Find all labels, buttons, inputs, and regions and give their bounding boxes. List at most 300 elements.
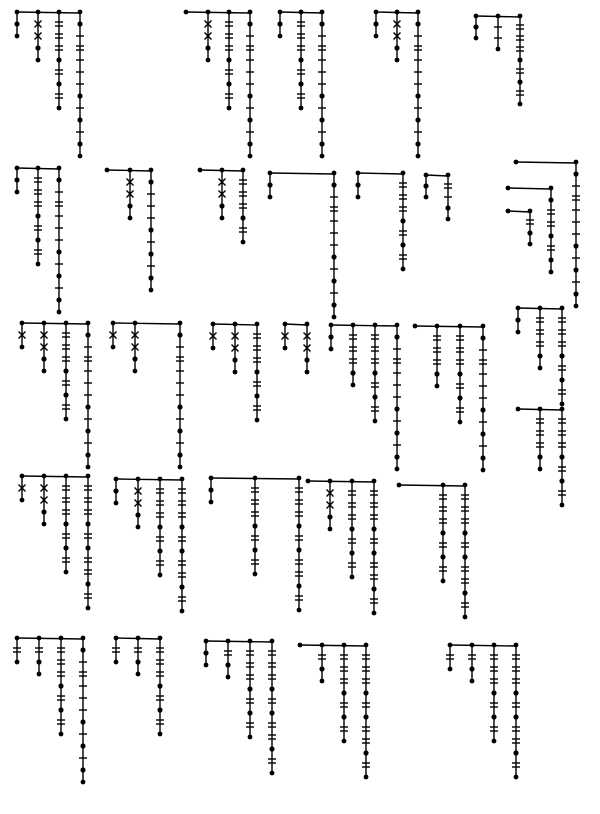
end-dot xyxy=(78,154,83,159)
lead-dot xyxy=(306,479,311,484)
diagram-r2-e xyxy=(355,171,407,272)
top-bar xyxy=(285,324,307,325)
node-dot xyxy=(363,750,368,755)
end-dot xyxy=(136,672,141,677)
junction-dot xyxy=(64,474,69,479)
end-dot xyxy=(253,572,258,577)
end-dot xyxy=(320,154,325,159)
diagram-r2-i xyxy=(506,209,534,247)
node-dot xyxy=(371,586,376,591)
junction-dot xyxy=(320,643,325,648)
junction-dot xyxy=(448,643,453,648)
lead-dot xyxy=(184,10,189,15)
node-dot xyxy=(14,21,19,26)
junction-dot xyxy=(560,306,565,311)
end-dot xyxy=(463,615,468,620)
junction-dot xyxy=(528,209,533,214)
junction-dot xyxy=(416,10,421,15)
junction-dot xyxy=(470,643,475,648)
node-dot xyxy=(371,550,376,555)
junction-dot xyxy=(516,306,521,311)
node-dot xyxy=(573,267,578,272)
node-dot xyxy=(331,254,336,259)
node-dot xyxy=(56,81,61,86)
junction-dot xyxy=(270,639,275,644)
node-dot xyxy=(394,430,399,435)
end-dot xyxy=(401,267,406,272)
lead-dot xyxy=(516,407,521,412)
junction-dot xyxy=(441,483,446,488)
node-dot xyxy=(423,183,428,188)
end-dot xyxy=(180,609,185,614)
end-dot xyxy=(350,575,355,580)
node-dot xyxy=(573,171,578,176)
junction-dot xyxy=(36,166,41,171)
junction-dot xyxy=(20,321,25,326)
end-dot xyxy=(374,34,379,39)
lead-dot xyxy=(198,168,203,173)
junction-dot xyxy=(20,474,25,479)
top-bar xyxy=(508,211,530,212)
junction-dot xyxy=(305,322,310,327)
junction-dot xyxy=(518,14,523,19)
node-dot xyxy=(331,182,336,187)
node-dot xyxy=(480,431,485,436)
junction-dot xyxy=(332,171,337,176)
end-dot xyxy=(42,369,47,374)
junction-dot xyxy=(268,171,273,176)
junction-dot xyxy=(220,168,225,173)
top-bar xyxy=(17,12,80,13)
node-dot xyxy=(491,714,496,719)
node-dot xyxy=(63,368,68,373)
node-dot xyxy=(296,547,301,552)
junction-dot xyxy=(248,10,253,15)
node-dot xyxy=(319,93,324,98)
node-dot xyxy=(394,454,399,459)
node-dot xyxy=(480,455,485,460)
junction-dot xyxy=(114,636,119,641)
node-dot xyxy=(41,509,46,514)
end-dot xyxy=(20,498,25,503)
end-dot xyxy=(20,345,25,350)
end-dot xyxy=(209,500,214,505)
end-dot xyxy=(248,154,253,159)
node-dot xyxy=(247,117,252,122)
node-dot xyxy=(35,45,40,50)
node-dot xyxy=(226,81,231,86)
diagram-r3-b xyxy=(110,321,185,470)
junction-dot xyxy=(42,321,47,326)
lead-dot xyxy=(413,324,418,329)
end-dot xyxy=(332,315,337,320)
end-dot xyxy=(86,465,91,470)
node-dot xyxy=(440,530,445,535)
junction-dot xyxy=(178,321,183,326)
diagram-r2-d xyxy=(267,171,338,320)
end-dot xyxy=(278,34,283,39)
node-dot xyxy=(77,117,82,122)
node-dot xyxy=(35,213,40,218)
end-dot xyxy=(458,420,463,425)
node-dot xyxy=(267,182,272,187)
top-bar xyxy=(308,481,374,482)
diagram-r5-d xyxy=(298,643,370,780)
junction-dot xyxy=(15,10,20,15)
node-dot xyxy=(247,93,252,98)
diagram-r1-e xyxy=(473,14,524,107)
node-dot xyxy=(63,521,68,526)
junction-dot xyxy=(496,14,501,19)
node-dot xyxy=(415,21,420,26)
node-dot xyxy=(35,237,40,242)
junction-dot xyxy=(209,476,214,481)
end-dot xyxy=(574,304,579,309)
node-dot xyxy=(41,356,46,361)
diagram-r3-a xyxy=(19,321,93,470)
lead-dot xyxy=(506,209,511,214)
diagram-r3-f xyxy=(413,324,487,473)
end-dot xyxy=(36,262,41,267)
node-dot xyxy=(85,452,90,457)
end-dot xyxy=(441,579,446,584)
node-dot xyxy=(177,452,182,457)
node-dot xyxy=(469,666,474,671)
end-dot xyxy=(320,679,325,684)
end-dot xyxy=(395,467,400,472)
junction-dot xyxy=(206,10,211,15)
end-dot xyxy=(220,216,225,221)
node-dot xyxy=(457,395,462,400)
lead-dot xyxy=(397,483,402,488)
junction-dot xyxy=(395,10,400,15)
node-dot xyxy=(319,666,324,671)
node-dot xyxy=(296,583,301,588)
node-dot xyxy=(400,218,405,223)
junction-dot xyxy=(114,477,119,482)
node-dot xyxy=(473,24,478,29)
end-dot xyxy=(15,190,20,195)
junction-dot xyxy=(248,639,253,644)
end-dot xyxy=(297,608,302,613)
lead-dot xyxy=(514,160,519,165)
top-bar xyxy=(22,476,88,477)
end-dot xyxy=(496,47,501,52)
node-dot xyxy=(80,743,85,748)
end-dot xyxy=(206,58,211,63)
node-dot xyxy=(537,454,542,459)
node-dot xyxy=(513,690,518,695)
node-dot xyxy=(537,353,542,358)
top-bar xyxy=(116,479,182,480)
node-dot xyxy=(179,524,184,529)
top-bar xyxy=(17,638,83,639)
end-dot xyxy=(42,522,47,527)
node-dot xyxy=(56,273,61,278)
node-dot xyxy=(177,404,182,409)
end-dot xyxy=(136,525,141,530)
junction-dot xyxy=(226,639,231,644)
junction-dot xyxy=(549,186,554,191)
node-dot xyxy=(179,584,184,589)
node-dot xyxy=(63,392,68,397)
junction-dot xyxy=(401,171,406,176)
junction-dot xyxy=(514,643,519,648)
node-dot xyxy=(269,710,274,715)
end-dot xyxy=(364,775,369,780)
node-dot xyxy=(298,81,303,86)
junction-dot xyxy=(463,483,468,488)
node-dot xyxy=(304,357,309,362)
junction-dot xyxy=(136,636,141,641)
junction-dot xyxy=(364,643,369,648)
node-dot xyxy=(177,332,182,337)
top-bar xyxy=(206,641,272,642)
end-dot xyxy=(514,775,519,780)
node-dot xyxy=(559,377,564,382)
node-dot xyxy=(148,179,153,184)
junction-dot xyxy=(374,10,379,15)
lead-dot xyxy=(105,168,110,173)
node-dot xyxy=(77,21,82,26)
node-dot xyxy=(548,197,553,202)
node-dot xyxy=(179,548,184,553)
junction-dot xyxy=(158,477,163,482)
node-dot xyxy=(440,554,445,559)
end-dot xyxy=(538,366,543,371)
diagram-r3-d xyxy=(282,322,311,375)
junction-dot xyxy=(204,639,209,644)
node-dot xyxy=(349,526,354,531)
top-bar xyxy=(399,485,465,486)
node-dot xyxy=(269,746,274,751)
diagram-r5-e xyxy=(446,643,520,780)
node-dot xyxy=(400,242,405,247)
node-dot xyxy=(372,370,377,375)
node-dot xyxy=(205,45,210,50)
node-dot xyxy=(277,21,282,26)
end-dot xyxy=(36,58,41,63)
end-dot xyxy=(255,418,260,423)
diagram-r5-c xyxy=(203,639,276,776)
diagram-r4-a xyxy=(19,474,93,611)
node-dot xyxy=(415,93,420,98)
junction-dot xyxy=(395,323,400,328)
junction-dot xyxy=(351,323,356,328)
end-dot xyxy=(356,195,361,200)
node-dot xyxy=(14,177,19,182)
node-dot xyxy=(372,394,377,399)
node-dot xyxy=(559,353,564,358)
junction-dot xyxy=(372,479,377,484)
node-dot xyxy=(208,487,213,492)
node-dot xyxy=(341,690,346,695)
node-dot xyxy=(232,357,237,362)
end-dot xyxy=(114,660,119,665)
end-dot xyxy=(299,106,304,111)
junction-dot xyxy=(211,322,216,327)
node-dot xyxy=(148,251,153,256)
junction-dot xyxy=(15,166,20,171)
end-dot xyxy=(15,34,20,39)
junction-dot xyxy=(180,477,185,482)
end-dot xyxy=(233,370,238,375)
node-dot xyxy=(247,141,252,146)
junction-dot xyxy=(227,10,232,15)
node-dot xyxy=(319,117,324,122)
junction-dot xyxy=(297,476,302,481)
junction-dot xyxy=(78,10,83,15)
end-dot xyxy=(481,468,486,473)
end-dot xyxy=(114,501,119,506)
node-dot xyxy=(56,57,61,62)
junction-dot xyxy=(128,168,133,173)
junction-dot xyxy=(283,322,288,327)
end-dot xyxy=(474,36,479,41)
junction-dot xyxy=(458,324,463,329)
top-bar xyxy=(415,326,483,327)
junction-dot xyxy=(15,636,20,641)
top-bar xyxy=(508,188,551,189)
end-dot xyxy=(328,527,333,532)
node-dot xyxy=(445,205,450,210)
node-dot xyxy=(80,647,85,652)
end-dot xyxy=(248,735,253,740)
node-dot xyxy=(58,683,63,688)
junction-dot xyxy=(474,14,479,19)
top-bar xyxy=(450,645,516,646)
node-dot xyxy=(394,334,399,339)
node-dot xyxy=(77,93,82,98)
end-dot xyxy=(226,675,231,680)
node-dot xyxy=(394,406,399,411)
junction-dot xyxy=(435,324,440,329)
node-dot xyxy=(254,369,259,374)
diagram-r4-e xyxy=(397,483,469,620)
end-dot xyxy=(373,419,378,424)
node-dot xyxy=(85,428,90,433)
diagram-r3-e xyxy=(328,323,401,472)
diagram-r3-h xyxy=(516,407,566,508)
diagram-r2-c xyxy=(198,168,247,245)
junction-dot xyxy=(86,474,91,479)
node-dot xyxy=(252,523,257,528)
end-dot xyxy=(416,154,421,159)
end-dot xyxy=(516,330,521,335)
node-dot xyxy=(527,230,532,235)
node-dot xyxy=(331,278,336,283)
junction-dot xyxy=(241,168,246,173)
node-dot xyxy=(480,335,485,340)
node-dot xyxy=(56,177,61,182)
diagram-r3-g xyxy=(515,306,566,407)
end-dot xyxy=(178,465,183,470)
junction-dot xyxy=(255,322,260,327)
node-dot xyxy=(157,707,162,712)
diagram-r1-a xyxy=(14,10,84,159)
end-dot xyxy=(446,217,451,222)
node-dot xyxy=(513,714,518,719)
junction-dot xyxy=(233,322,238,327)
node-dot xyxy=(157,548,162,553)
node-dot xyxy=(415,117,420,122)
top-bar xyxy=(358,173,403,174)
node-dot xyxy=(80,719,85,724)
end-dot xyxy=(538,467,543,472)
diagram-r1-b xyxy=(184,10,254,159)
node-dot xyxy=(85,545,90,550)
node-dot xyxy=(247,686,252,691)
diagram-r4-d xyxy=(306,479,378,616)
diagram-r3-c xyxy=(210,322,262,423)
junction-dot xyxy=(42,474,47,479)
end-dot xyxy=(204,663,209,668)
end-dot xyxy=(158,732,163,737)
node-dot xyxy=(298,57,303,62)
end-dot xyxy=(283,346,288,351)
node-dot xyxy=(559,478,564,483)
top-bar xyxy=(300,645,366,646)
end-dot xyxy=(372,611,377,616)
end-dot xyxy=(492,739,497,744)
diagram-r2-a xyxy=(14,166,63,315)
junction-dot xyxy=(574,160,579,165)
node-dot xyxy=(462,554,467,559)
node-dot xyxy=(56,249,61,254)
node-dot xyxy=(247,710,252,715)
node-dot xyxy=(85,404,90,409)
junction-dot xyxy=(538,407,543,412)
junction-dot xyxy=(329,323,334,328)
end-dot xyxy=(395,58,400,63)
node-dot xyxy=(113,488,118,493)
junction-dot xyxy=(253,476,258,481)
end-dot xyxy=(528,242,533,247)
end-dot xyxy=(158,573,163,578)
end-dot xyxy=(268,195,273,200)
end-dot xyxy=(149,288,154,293)
end-dot xyxy=(435,384,440,389)
node-dot xyxy=(225,662,230,667)
end-dot xyxy=(470,679,475,684)
junction-dot xyxy=(86,321,91,326)
top-bar xyxy=(186,12,250,13)
node-dot xyxy=(58,707,63,712)
junction-dot xyxy=(149,168,154,173)
node-dot xyxy=(328,334,333,339)
node-dot xyxy=(63,545,68,550)
end-dot xyxy=(448,667,453,672)
junction-dot xyxy=(446,173,451,178)
junction-dot xyxy=(350,479,355,484)
diagram-r2-f xyxy=(423,173,452,222)
node-dot xyxy=(373,21,378,26)
junction-dot xyxy=(57,10,62,15)
node-dot xyxy=(36,659,41,664)
end-dot xyxy=(59,732,64,737)
node-dot xyxy=(135,659,140,664)
junction-dot xyxy=(111,321,116,326)
node-dot xyxy=(363,714,368,719)
node-dot xyxy=(327,514,332,519)
end-dot xyxy=(57,106,62,111)
node-dot xyxy=(177,428,182,433)
node-dot xyxy=(247,21,252,26)
junction-dot xyxy=(538,306,543,311)
end-dot xyxy=(128,216,133,221)
end-dot xyxy=(57,310,62,315)
junction-dot xyxy=(59,636,64,641)
